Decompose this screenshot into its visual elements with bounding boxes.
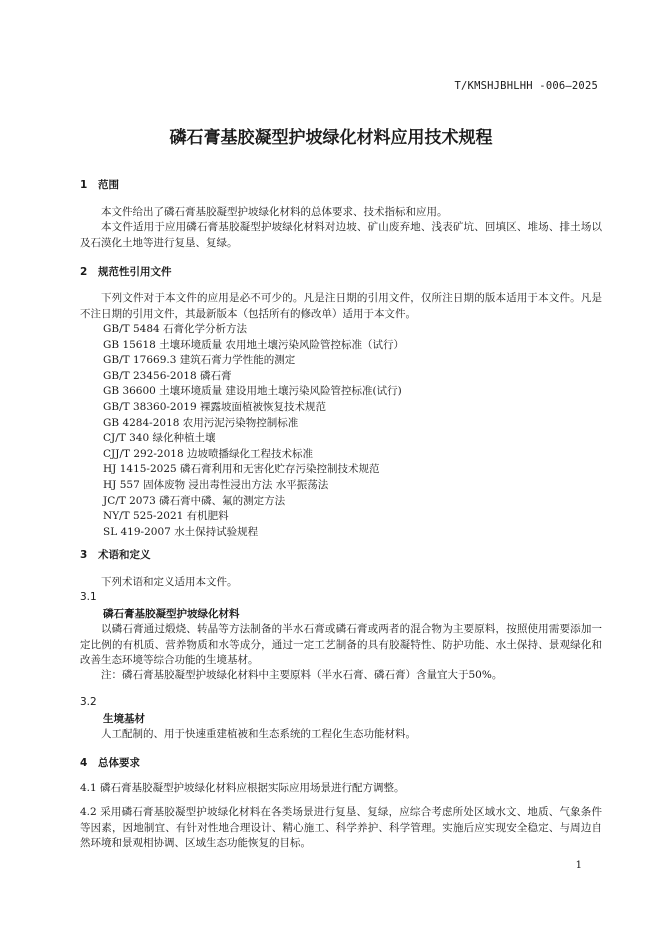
term-name: 生境基材	[103, 713, 145, 725]
section-2-heading	[80, 264, 172, 279]
term-definition: 人工配制的、用于快速重建植被和生态系统的工程化生态功能材料。	[101, 728, 416, 740]
reference-item: GB/T 38360-2019 裸露坡面植被恢复技术规范	[103, 400, 326, 413]
section-number: 3	[80, 549, 88, 561]
section-number: 1	[80, 179, 88, 191]
reference-item: GB/T 5484 石膏化学分析方法	[103, 323, 248, 335]
term-definition: 以磷石膏通过煅烧、转晶等方法制备的半水石膏或磷石膏或两者的混合物为主要原料，按照使用需要添加一定比例的有机质、营养物质和水等成分，通过一定工艺制备的具有胶凝特性、防护功能、水土保持、景观绿化和改善生态环境等综合功能的生境基材。	[80, 623, 602, 667]
section-number: 2	[80, 266, 88, 278]
term-name: 磷石膏基胶凝型护坡绿化材料	[103, 608, 240, 620]
section-title: 术语和定义	[98, 549, 151, 561]
section-4-heading	[80, 755, 140, 770]
reference-item: GB 36600 土壤环境质量 建设用地土壤污染风险管控标准(试行)	[103, 385, 402, 398]
reference-item: GB 15618 土壤环境质量 农用地土壤污染风险管控标准（试行）	[103, 338, 405, 351]
section-3-heading	[80, 547, 151, 562]
reference-item: NY/T 525-2021 有机肥料	[103, 510, 229, 523]
scope-paragraph-1: 本文件给出了磷石膏基胶凝型护坡绿化材料的总体要求、技术指标和应用。	[101, 206, 448, 218]
reference-item: GB/T 17669.3 建筑石膏力学性能的测定	[103, 354, 296, 367]
reference-item: GB 4284-2018 农用污泥污染物控制标准	[103, 416, 299, 429]
reference-item: HJ 1415-2025 磷石膏利用和无害化贮存污染控制技术规范	[103, 463, 380, 476]
page-number: 1	[575, 860, 582, 871]
section-1-heading	[80, 177, 119, 192]
document-title: 磷石膏基胶凝型护坡绿化材料应用技术规程	[169, 128, 493, 148]
reference-item: HJ 557 固体废物 浸出毒性浸出方法 水平振荡法	[103, 478, 329, 491]
term-note: 注：磷石膏基胶凝型护坡绿化材料中主要原料（半水石膏、磷石膏）含量宜大于50%。	[101, 669, 503, 681]
clause-4-2: 4.2 采用磷石膏基胶凝型护坡绿化材料在各类场景进行复垦、复绿，应综合考虑所处区域水文、地质、气象条件等因素，因地制宜、有针对性地合理设计、精心施工、科学养护、科学管理。实施后应实现安全稳定、与周边自然环境和景观相协调、区域生态功能恢复的目标。	[80, 806, 602, 850]
clause-4-1: 4.1 磷石膏基胶凝型护坡绿化材料应根据实际应用场景进行配方调整。	[80, 782, 405, 794]
terms-intro: 下列术语和定义适用本文件。	[101, 576, 238, 588]
standard-number: T/KMSHJBHLHH -006—2025	[454, 80, 598, 92]
section-title: 范围	[98, 179, 119, 191]
section-title: 总体要求	[98, 757, 140, 769]
reference-item: SL 419-2007 水土保持试验规程	[103, 525, 259, 538]
references-intro: 下列文件对于本文件的应用是必不可少的。凡是注日期的引用文件，仅所注日期的版本适用于本文件。凡是不注日期的引用文件，其最新版本（包括所有的修改单）适用于本文件。	[80, 292, 602, 320]
reference-item: JC/T 2073 磷石膏中磷、氟的测定方法	[103, 494, 286, 507]
reference-item: CJ/T 340 绿化种植土壤	[103, 432, 216, 445]
term-number: 3.1	[80, 591, 97, 603]
section-number: 4	[80, 757, 88, 769]
reference-list	[103, 322, 404, 540]
section-title: 规范性引用文件	[98, 266, 172, 278]
reference-item: CJJ/T 292-2018 边坡喷播绿化工程技术标准	[103, 447, 313, 460]
reference-item: GB/T 23456-2018 磷石膏	[103, 369, 232, 382]
term-number: 3.2	[80, 696, 97, 708]
scope-paragraph-2: 本文件适用于应用磷石膏基胶凝型护坡绿化材料对边坡、矿山废弃地、浅表矿坑、回填区、堆场、排土场以及石漠化土地等进行复垦、复绿。	[80, 221, 602, 249]
